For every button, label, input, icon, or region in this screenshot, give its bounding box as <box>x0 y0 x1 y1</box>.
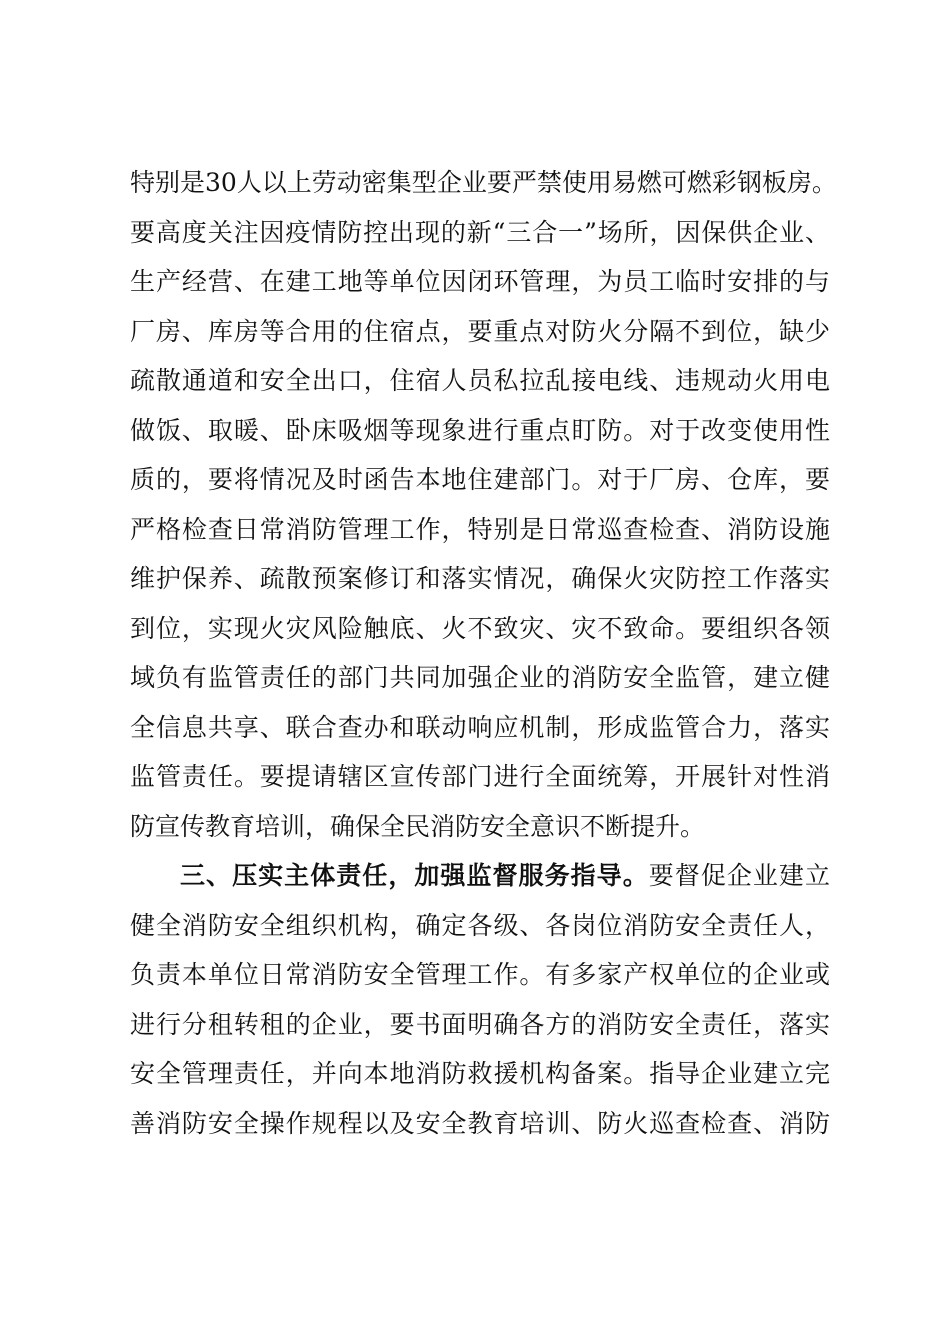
text-line: 善消防安全操作规程以及安全教育培训、防火巡查检查、消防 <box>130 1108 830 1138</box>
text-line: 监管责任。要提请辖区宣传部门进行全面统筹，开展针对性消 <box>130 762 830 791</box>
text-line: 域负有监管责任的部门共同加强企业的消防安全监管，建立健 <box>130 663 830 692</box>
text-line: 进行分租转租的企业，要书面明确各方的消防安全责任，落实 <box>130 1009 830 1039</box>
text-line: 防宣传教育培训，确保全民消防安全意识不断提升。 <box>130 811 706 841</box>
text-line: 做饭、取暖、卧床吸烟等现象进行重点盯防。对于改变使用性 <box>130 415 830 445</box>
text-line: 负责本单位日常消防安全管理工作。有多家产权单位的企业或 <box>130 960 830 989</box>
text-line: 维护保养、疏散预案修订和落实情况，确保火灾防控工作落实 <box>130 564 830 593</box>
text-fragment: 要督促企业建立 <box>648 861 830 890</box>
paragraph-2 <box>130 851 830 1148</box>
text-line: 健全消防安全组织机构，确定各级、各岗位消防安全责任人， <box>130 910 830 940</box>
paragraph-1 <box>130 158 837 851</box>
text-line: 厂房、库房等合用的住宿点，要重点对防火分隔不到位，缺少 <box>130 316 830 346</box>
section-heading-line <box>130 851 830 901</box>
section-heading: 三、压实主体责任，加强监督服务指导。 <box>180 861 649 890</box>
text-line: 质的，要将情况及时函告本地住建部门。对于厂房、仓库，要 <box>130 465 830 494</box>
text-line: 疏散通道和安全出口，住宿人员私拉乱接电线、违规动火用电 <box>130 366 830 395</box>
text-line: 安全管理责任，并向本地消防救援机构备案。指导企业建立完 <box>130 1059 830 1088</box>
text-line: 要高度关注因疫情防控出现的新“三合一”场所，因保供企业、 <box>130 217 830 247</box>
text-line: 特别是30人以上劳动密集型企业要严禁使用易燃可燃彩钢板房。 <box>130 168 837 197</box>
text-line: 到位，实现火灾风险触底、火不致灾、灾不致命。要组织各领 <box>130 613 830 643</box>
text-line: 全信息共享、联合查办和联动响应机制，形成监管合力，落实 <box>130 712 830 742</box>
text-line: 生产经营、在建工地等单位因闭环管理，为员工临时安排的与 <box>130 267 830 296</box>
body-text <box>130 158 837 1148</box>
text-line: 严格检查日常消防管理工作，特别是日常巡查检查、消防设施 <box>130 514 830 544</box>
